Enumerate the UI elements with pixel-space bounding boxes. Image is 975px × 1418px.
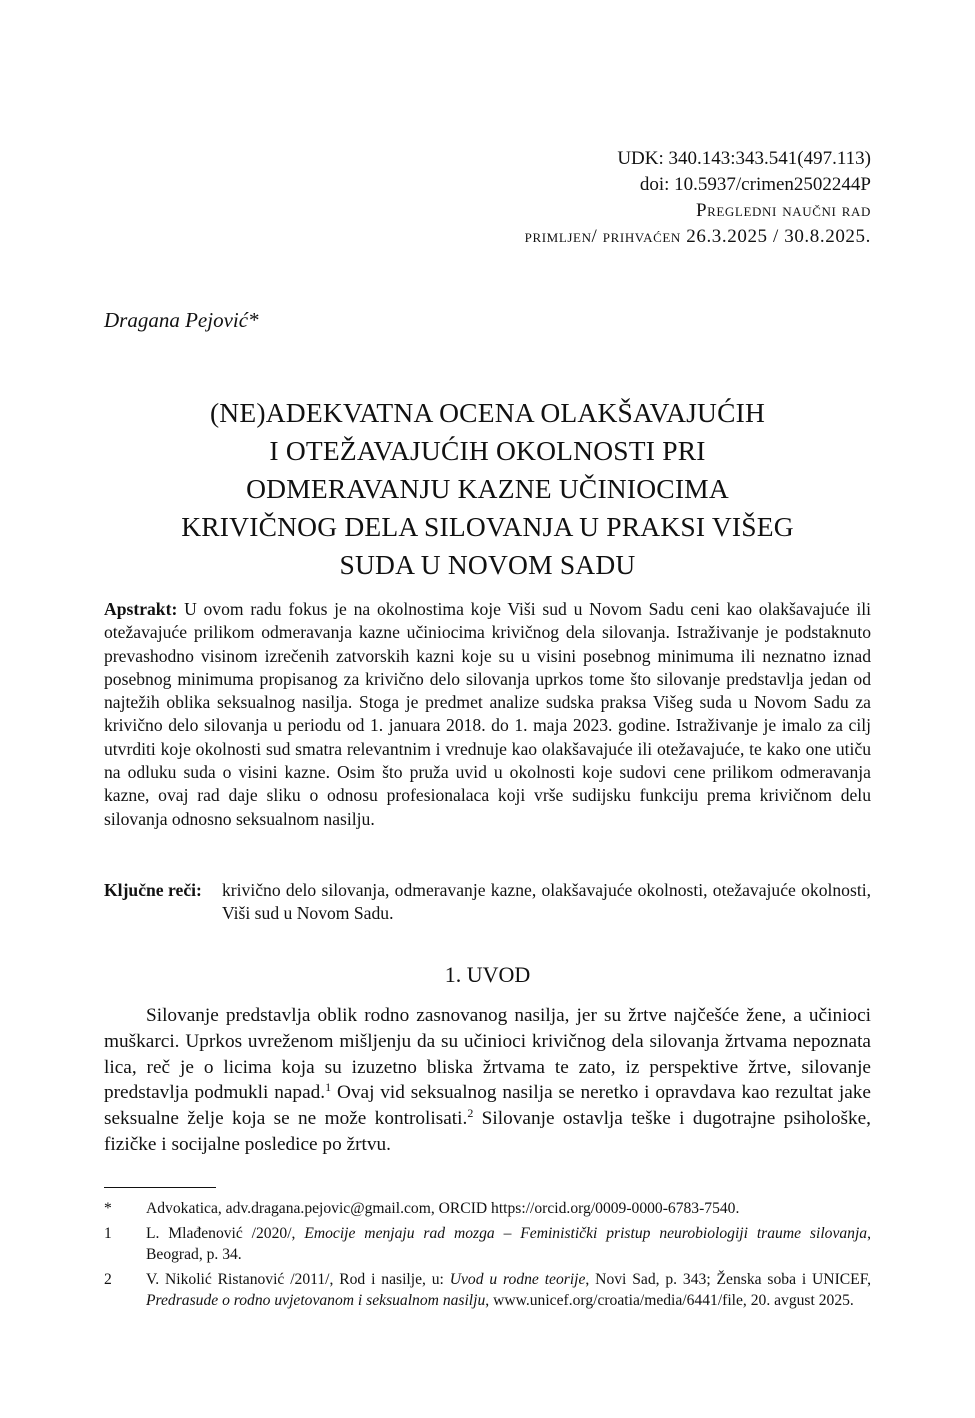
footnote-divider	[104, 1187, 216, 1188]
title-line: KRIVIČNOG DELA SILOVANJA U PRAKSI VIŠEG	[181, 511, 794, 542]
abstract-label: Apstrakt:	[104, 599, 178, 619]
title-line: SUDA U NOVOM SADU	[339, 549, 636, 580]
keywords-label: Ključne reči:	[104, 880, 202, 900]
footnote	[104, 1269, 871, 1312]
doi: doi: 10.5937/crimen2502244P	[639, 174, 871, 195]
footnote-text	[146, 1223, 871, 1266]
footnote-mark: 1	[104, 1224, 112, 1242]
paragraph-text: Silovanje ostavlja teške i dugotrajne psihološke, fizičke i socijalne posledice po žrtvu.	[104, 1108, 871, 1155]
footnote-ref[interactable]: 2	[467, 1106, 474, 1121]
footnotes	[104, 1198, 871, 1315]
paragraph-text: Ovaj vid seksualnog nasilja se neretko i opravdava kao rezultat jake seksualne želje koja se ne može kontrolisati.	[104, 1082, 871, 1130]
paragraph-text: Silovanje predstavlja oblik rodno zasnovanog nasilja, jer su žrtve najčešće žene, a učinioci muškarci. Uprkos uvreženom mišljenju da su učinioci krivičnog dela silovanja žrtvama nepoznata lica, reč je o licima koja su izuzetno bliska žrtvama te zato, iz perspektive žrtve, silovanje predstavlja podmukli napad.	[104, 1005, 871, 1104]
keywords-text: krivično delo silovanja, odmeravanje kazne, olakšavajuće okolnosti, otežavajuće okolnosti, Viši sud u Novom Sadu.	[222, 880, 871, 924]
footnote-segment: V. Nikolić Ristanović /2011/, Rod i nasilje, u:	[146, 1270, 450, 1288]
section-heading: 1. UVOD	[444, 962, 531, 987]
footnote-mark: 2	[104, 1270, 112, 1288]
author-name: Dragana Pejović*	[104, 308, 259, 332]
article-title	[104, 394, 871, 584]
footnote	[104, 1223, 871, 1266]
footnote-italic-title: Uvod u rodne teorije	[449, 1270, 586, 1288]
title-line: I OTEŽAVAJUĆIH OKOLNOSTI PRI	[269, 435, 706, 466]
title-line: (NE)ADEKVATNA OCENA OLAKŠAVAJUĆIH	[209, 397, 766, 428]
footnote-mark: *	[104, 1200, 112, 1217]
footnote-segment: , www.unicef.org/croatia/media/6441/file, 20. avgust 2025.	[485, 1292, 854, 1309]
keywords	[104, 879, 871, 926]
udk-code: UDK: 340.143:343.541(497.113)	[617, 148, 871, 169]
abstract-text: U ovom radu fokus je na okolnostima koje Viši sud u Novom Sadu ceni kao olakšavajuće ili otežavajuće prilikom odmeravanja kazne učiniocima krivičnog dela silovanja. Istraživanje je podstaknuto prevashodno visinom izrečenih zatvorskih kazni koje su u visini posebnog minimuma ili neznatno iznad posebnog minimuma propisanog za krivično delo silovanja uprkos tome što silovanje predstavlja jedan od najtežih oblika seksualnog nasilja. Stoga je predmet analize sudska praksa Višeg suda u Novom Sadu za krivično delo silovanja u periodu od 1. januara 2018. do 1. maja 2023. godine. Istraživanje je imalo za cilj utvrditi koje okolnosti sud smatra relevantnim i vrednuje kao olakšavajuće ili otežavajuće, te kako one utiču na odluku suda o visini kazne. Osim što pruža uvid u okolnosti koje sudovi cene prilikom odmeravanja kazne, ovaj rad daje sliku o odnosu profesionalaca koji vrše sudijsku funkciju prema krivičnom delu silovanja odnosno seksualnom nasilju.	[104, 599, 872, 829]
footnote-segment: L. Mlađenović /2020/,	[146, 1224, 305, 1242]
footnote-italic-title: Emocije menjaju rad mozga – Feministički pristup neurobiologiji traume silovanja	[304, 1224, 868, 1242]
footnote-text: Advokatica, adv.dragana.pejovic@gmail.com, ORCID https://orcid.org/0009-0000-6783-7540.	[146, 1200, 740, 1217]
abstract	[104, 598, 871, 831]
footnote-text	[146, 1269, 871, 1312]
title-line: ODMERAVANJU KAZNE UČINIOCIMA	[246, 473, 729, 504]
footnote	[104, 1198, 871, 1220]
article-type: Pregledni naučni rad	[695, 200, 871, 221]
body-paragraph	[104, 1003, 871, 1158]
footnote-segment: , Novi Sad, p. 343; Ženska soba i UNICEF,	[585, 1270, 872, 1288]
article-metadata	[525, 146, 871, 250]
footnote-italic-title: Predrasude o rodno uvjetovanom i seksualnom nasilju	[146, 1292, 486, 1309]
footnote-segment: , Beograd, p. 34.	[146, 1224, 871, 1263]
footnote-ref[interactable]: 1	[325, 1080, 332, 1095]
received-accepted-dates: primljen/ prihvaćen 26.3.2025 / 30.8.2025.	[524, 226, 871, 247]
